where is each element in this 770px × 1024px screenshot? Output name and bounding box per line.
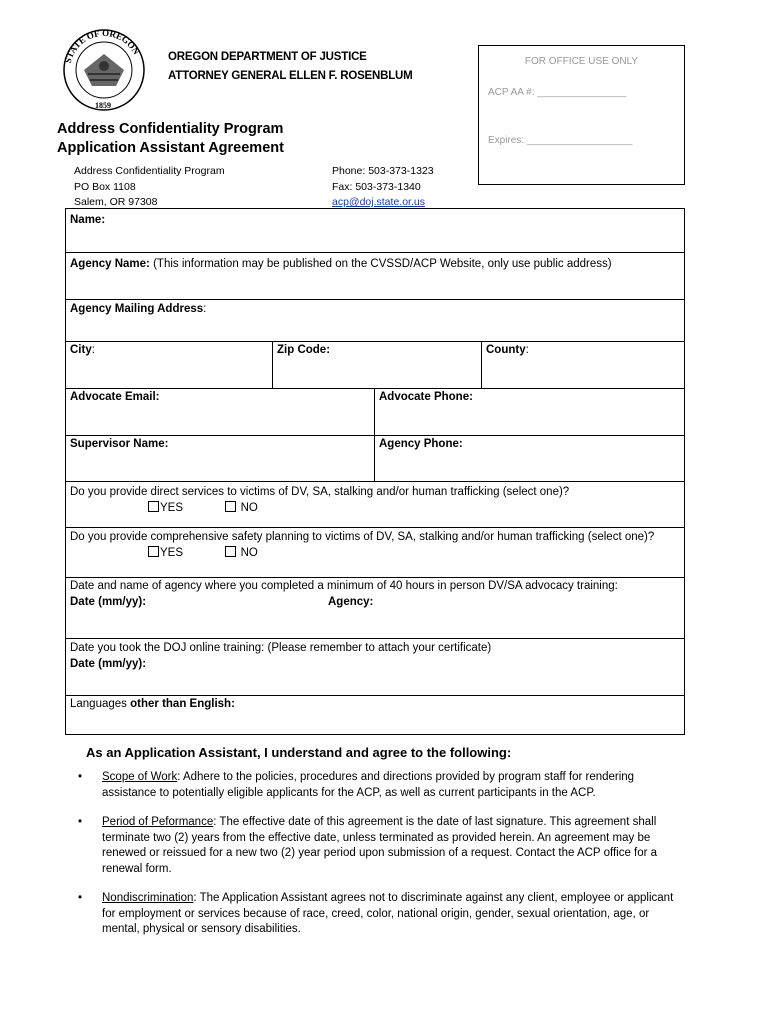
nondiscrimination-title: Nondiscrimination xyxy=(102,892,194,904)
languages-row[interactable] xyxy=(66,695,684,734)
supervisor-label: Supervisor Name: xyxy=(70,438,169,450)
training-date-label: Date (mm/yy): xyxy=(70,596,147,608)
county-colon: : xyxy=(525,344,529,356)
title-line1: Address Confidentiality Program xyxy=(57,121,284,137)
city-label: City xyxy=(70,344,92,356)
svg-text:STATE OF OREGON: STATE OF OREGON xyxy=(62,27,142,65)
name-row[interactable] xyxy=(66,209,684,253)
zip-label: Zip Code: xyxy=(277,344,331,356)
bullet-icon: • xyxy=(78,892,83,904)
safety-planning-row xyxy=(66,527,684,578)
period-title: Period of Peformance xyxy=(102,816,214,828)
city-cell[interactable] xyxy=(66,341,272,388)
mailing-address-row[interactable] xyxy=(66,299,684,342)
acp-aa-number: ACP AA #: ________________ xyxy=(488,87,627,98)
advocate-email-label: Advocate Email: xyxy=(70,391,160,403)
safety-yes-label: YES xyxy=(160,547,184,559)
city-zip-county-row xyxy=(66,341,684,389)
agency-name-row[interactable] xyxy=(66,252,684,300)
bullet-icon: • xyxy=(78,816,83,828)
page-title xyxy=(57,120,284,158)
direct-yes-label: YES xyxy=(160,502,184,514)
zip-cell[interactable] xyxy=(272,341,481,388)
period-text: : The effective date of this agreement is the date of last signature. This agreement shall terminate two (2) years from the effective date, unless terminated as provided herein. An agreement may be renewed or reissued for a new two (2) year period upon submission of a request. Contact the ACP office for a renewal form. xyxy=(102,816,658,875)
contact-email-link[interactable]: acp@doj.state.or.us xyxy=(332,196,425,208)
dept-line2: ATTORNEY GENERAL ELLEN F. ROSENBLUM xyxy=(168,70,413,82)
scope-title: Scope of Work xyxy=(102,771,178,783)
training-agency-label: Agency: xyxy=(328,596,374,608)
agreement-item-nondiscrimination xyxy=(78,891,688,938)
advocacy-training-row[interactable] xyxy=(66,577,684,639)
contact-fax: Fax: 503-373-1340 xyxy=(332,180,421,193)
direct-services-row xyxy=(66,481,684,528)
office-use-heading: FOR OFFICE USE ONLY xyxy=(524,56,639,67)
mailing-colon: : xyxy=(203,303,207,315)
bullet-icon: • xyxy=(78,771,83,783)
mailing-address-label: Agency Mailing Address xyxy=(70,303,204,315)
advocate-phone-cell[interactable] xyxy=(374,388,684,435)
agency-phone-cell[interactable] xyxy=(374,435,684,481)
contact-info-block xyxy=(332,164,434,211)
supervisor-row xyxy=(66,435,684,482)
direct-no-label: NO xyxy=(240,502,258,514)
agreement-heading: As an Application Assistant, I understand and agree to the following: xyxy=(86,745,512,760)
department-heading xyxy=(168,48,413,86)
mailing-address-block xyxy=(74,164,225,211)
county-label: County xyxy=(486,344,526,356)
county-cell[interactable] xyxy=(481,341,684,388)
doj-training-row[interactable] xyxy=(66,638,684,696)
advocacy-training-text: Date and name of agency where you completed a minimum of 40 hours in person DV/SA advocacy training: xyxy=(70,580,618,592)
safety-planning-question: Do you provide comprehensive safety planning to victims of DV, SA, stalking and/or human trafficking (select one)? xyxy=(70,531,655,543)
application-form xyxy=(65,208,685,735)
agency-phone-label: Agency Phone: xyxy=(379,438,463,450)
safety-yes-checkbox[interactable] xyxy=(148,546,159,557)
safety-no-label: NO xyxy=(240,547,258,559)
supervisor-cell[interactable] xyxy=(66,435,374,481)
doj-training-text: Date you took the DOJ online training: (Please remember to attach your certificate) xyxy=(70,642,492,654)
agency-name-note: (This information may be published on the CVSSD/ACP Website, only use public address) xyxy=(149,258,612,270)
advocate-row xyxy=(66,388,684,436)
oregon-seal-logo xyxy=(56,24,152,112)
direct-services-question: Do you provide direct services to victims of DV, SA, stalking and/or human trafficking (select one)? xyxy=(70,486,570,498)
contact-po-box: PO Box 1108 xyxy=(74,180,136,193)
nondiscrimination-text: : The Application Assistant agrees not to discriminate against any client, employee or applicant for employment or services because of race, creed, color, national origin, gender, sexual orientation, age, or mental, physical or sensory disabilities. xyxy=(102,892,674,935)
office-use-box xyxy=(478,45,685,185)
agreement-item-period xyxy=(78,815,688,877)
contact-org: Address Confidentiality Program xyxy=(74,165,225,177)
dept-line1: OREGON DEPARTMENT OF JUSTICE xyxy=(168,51,367,63)
languages-label-bold: other than English: xyxy=(130,698,235,710)
doj-date-label: Date (mm/yy): xyxy=(70,658,147,670)
scope-text: : Adhere to the policies, procedures and directions provided by program staff for rendering assistance to potentially eligible applicants for the ACP, as well as current participants in the ACP. xyxy=(102,771,635,799)
contact-phone: Phone: 503-373-1323 xyxy=(332,165,434,177)
name-label: Name: xyxy=(70,214,106,226)
title-line2: Application Assistant Agreement xyxy=(57,140,284,156)
direct-no-checkbox[interactable] xyxy=(225,501,236,512)
agreement-item-scope xyxy=(78,770,688,801)
agency-name-label: Agency Name: xyxy=(70,258,150,270)
safety-no-checkbox[interactable] xyxy=(225,546,236,557)
city-colon: : xyxy=(91,344,95,356)
contact-city: Salem, OR 97308 xyxy=(74,196,158,208)
languages-label-plain: Languages xyxy=(70,698,131,710)
direct-yes-checkbox[interactable] xyxy=(148,501,159,512)
advocate-phone-label: Advocate Phone: xyxy=(379,391,473,403)
svg-text:1859: 1859 xyxy=(95,101,111,110)
advocate-email-cell[interactable] xyxy=(66,388,374,435)
expires-field: Expires: ___________________ xyxy=(488,135,633,146)
